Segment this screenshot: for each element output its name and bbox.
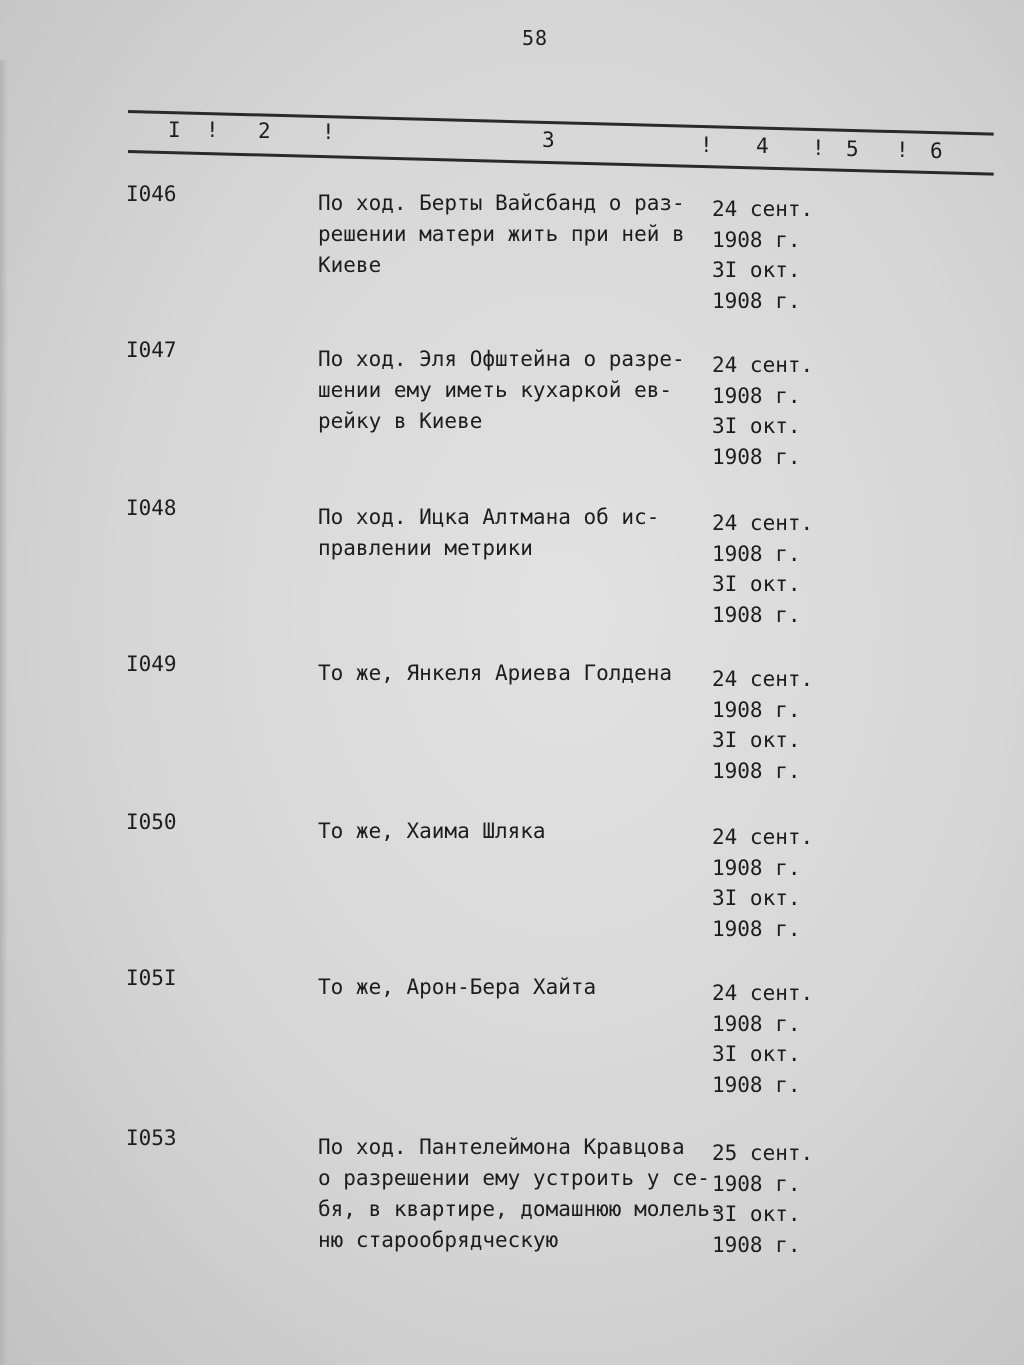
table-row xyxy=(0,496,1024,656)
entry-description xyxy=(318,1132,723,1256)
date-end-day: 3I окт. xyxy=(712,886,801,910)
table-row xyxy=(0,182,1024,342)
date-end-year: 1908 г. xyxy=(712,288,801,313)
column-header-5: 5 xyxy=(846,137,859,161)
entry-description xyxy=(318,344,713,437)
entry-number: I049 xyxy=(126,652,177,676)
description-line: правлении метрики xyxy=(318,536,533,560)
entry-dates xyxy=(712,822,813,944)
date-end-day: 3I окт. xyxy=(712,414,801,438)
entry-description xyxy=(318,972,713,1003)
date-start-year: 1908 г. xyxy=(712,1011,801,1036)
entry-dates xyxy=(712,350,813,472)
date-start-day: 24 сент. xyxy=(712,511,814,535)
page-number: 58 xyxy=(521,26,549,50)
column-header-3: 3 xyxy=(542,128,555,152)
entry-description xyxy=(318,816,713,847)
table-row xyxy=(0,810,1024,970)
description-line: По ход. Берты Вайсбанд о раз- xyxy=(318,191,685,215)
column-header-6: 6 xyxy=(930,139,943,163)
column-separator: ! xyxy=(812,136,825,160)
date-start-day: 24 сент. xyxy=(712,353,814,377)
date-start-year: 1908 г. xyxy=(712,541,801,566)
column-header-4: 4 xyxy=(756,134,769,158)
date-end-year: 1908 г. xyxy=(712,758,801,783)
date-start-year: 1908 г. xyxy=(712,855,801,880)
description-line: По ход. Ицка Алтмана об ис- xyxy=(318,505,660,529)
entry-description xyxy=(318,658,713,689)
description-line: То же, Хаима Шляка xyxy=(318,819,546,843)
entry-number: I050 xyxy=(126,810,177,834)
date-start-day: 25 сент. xyxy=(712,1141,814,1165)
description-line: рейку в Киеве xyxy=(318,409,483,433)
description-line: То же, Янкеля Ариева Голдена xyxy=(318,661,673,685)
column-separator: ! xyxy=(700,133,713,157)
description-line: бя, в квартире, домашнюю молель- xyxy=(318,1197,723,1221)
description-line: Киеве xyxy=(318,253,382,277)
description-line: шении ему иметь кухаркой ев- xyxy=(318,378,673,402)
date-end-year: 1908 г. xyxy=(712,1072,801,1097)
entry-dates xyxy=(712,194,813,316)
date-start-year: 1908 г. xyxy=(712,383,801,408)
column-separator: ! xyxy=(322,120,335,144)
description-line: о разрешении ему устроить у се- xyxy=(318,1166,710,1190)
entry-dates xyxy=(712,664,813,786)
date-end-day: 3I окт. xyxy=(712,1042,801,1066)
entry-number: I05I xyxy=(126,966,177,990)
date-start-day: 24 сент. xyxy=(712,667,814,691)
date-start-day: 24 сент. xyxy=(712,197,814,221)
column-header-1: I xyxy=(168,118,181,142)
date-end-day: 3I окт. xyxy=(712,1202,801,1226)
entry-number: I048 xyxy=(126,496,177,520)
description-line: По ход. Эля Офштейна о разре- xyxy=(318,347,685,371)
table-row xyxy=(0,1126,1024,1286)
header-bottom-rule xyxy=(128,150,994,176)
table-row xyxy=(0,338,1024,498)
date-end-year: 1908 г. xyxy=(712,444,801,469)
entry-number: I046 xyxy=(126,182,177,206)
date-end-day: 3I окт. xyxy=(712,572,801,596)
entry-dates xyxy=(712,978,813,1100)
date-start-year: 1908 г. xyxy=(712,1171,801,1196)
entry-number: I053 xyxy=(126,1126,177,1150)
column-header-2: 2 xyxy=(258,119,271,143)
entry-number: I047 xyxy=(126,338,177,362)
entry-description xyxy=(318,188,713,281)
description-line: ню старообрядческую xyxy=(318,1228,559,1252)
date-end-year: 1908 г. xyxy=(712,602,801,627)
date-start-year: 1908 г. xyxy=(712,697,801,722)
description-line: То же, Арон-Бера Хайта xyxy=(318,975,597,999)
date-end-day: 3I окт. xyxy=(712,258,801,282)
description-line: решении матери жить при ней в xyxy=(318,222,685,246)
entry-dates xyxy=(712,1138,813,1260)
table-row xyxy=(0,652,1024,812)
column-separator: ! xyxy=(206,118,219,142)
date-end-year: 1908 г. xyxy=(712,1232,801,1257)
table-row xyxy=(0,966,1024,1126)
date-end-day: 3I окт. xyxy=(712,728,801,752)
column-separator: ! xyxy=(896,138,909,162)
entry-description xyxy=(318,502,713,564)
date-start-day: 24 сент. xyxy=(712,981,814,1005)
entry-dates xyxy=(712,508,813,630)
date-end-year: 1908 г. xyxy=(712,916,801,941)
date-start-year: 1908 г. xyxy=(712,227,801,252)
description-line: По ход. Пантелеймона Кравцова xyxy=(318,1135,685,1159)
date-start-day: 24 сент. xyxy=(712,825,814,849)
